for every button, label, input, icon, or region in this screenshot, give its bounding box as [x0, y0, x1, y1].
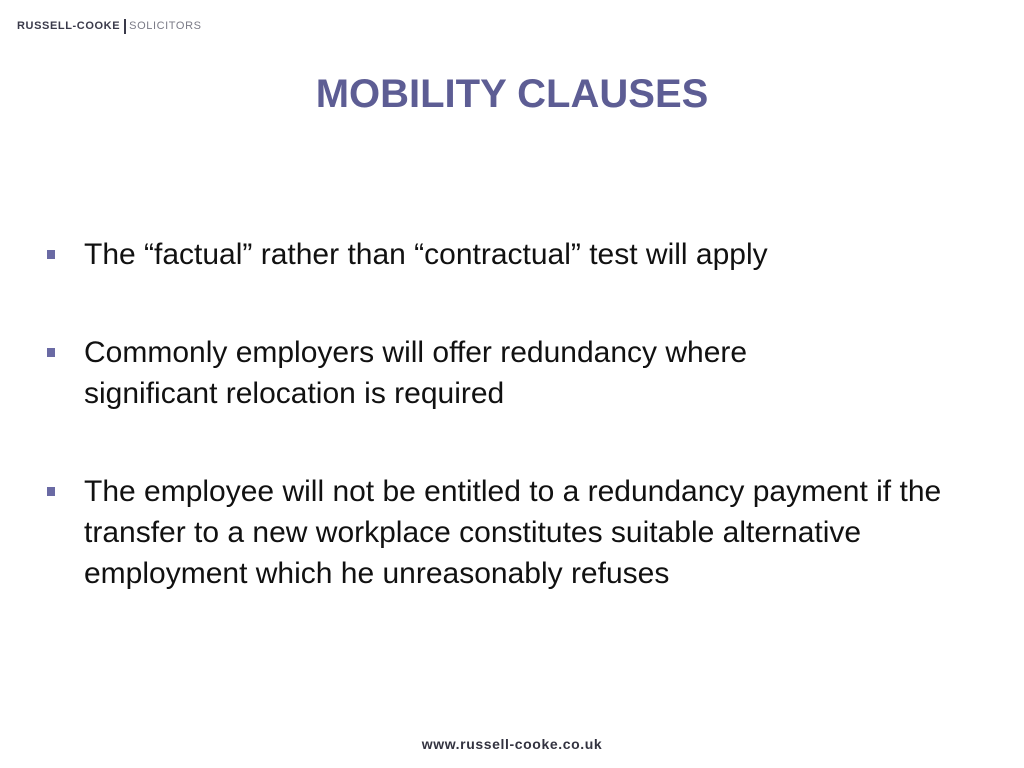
- bullet-text: Commonly employers will offer redundancy where significant relocation is required: [84, 336, 748, 410]
- square-bullet-icon: [47, 348, 55, 357]
- bullet-text: The employee will not be entitled to a redundancy payment if the transfer to a new workplace constitutes suitable alternative employment which he unreasonably refuses: [84, 475, 942, 590]
- bullet-list: [46, 234, 996, 594]
- brand-logo: [17, 18, 202, 34]
- square-bullet-icon: [47, 487, 55, 496]
- brand-subtitle: SOLICITORS: [129, 20, 202, 32]
- bullet-text: The “factual” rather than “contractual” test will apply: [84, 238, 768, 271]
- brand-name: RUSSELL-COOKE: [17, 20, 121, 32]
- bullet-item: [46, 332, 884, 414]
- brand-divider: [124, 19, 126, 34]
- bullet-item: [46, 234, 924, 275]
- footer-url: www.russell-cooke.co.uk: [421, 736, 603, 752]
- slide-title: MOBILITY CLAUSES: [315, 72, 709, 116]
- bullet-item: [46, 471, 1024, 594]
- square-bullet-icon: [47, 250, 55, 259]
